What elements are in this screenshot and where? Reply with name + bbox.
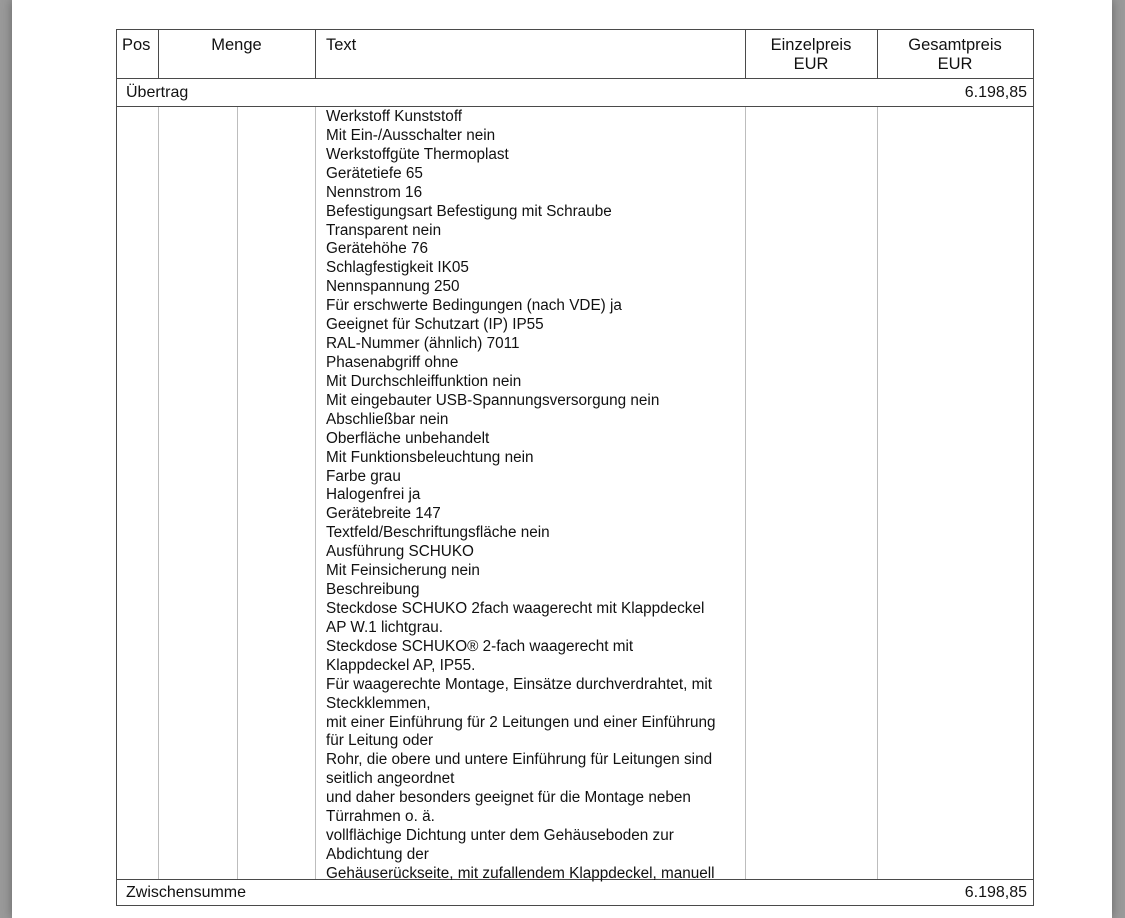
header-gesamtpreis-currency: EUR [937, 55, 973, 73]
zwischensumme-value: 6.198,85 [964, 884, 1027, 901]
description-line: Türrahmen o. ä. [326, 808, 435, 826]
description-line: Mit Durchschleiffunktion nein [326, 372, 522, 390]
document-page [12, 0, 1112, 918]
uebertrag-value: 6.198,85 [964, 84, 1027, 101]
uebertrag-label: Übertrag [126, 84, 189, 101]
description-line: für Leitung oder [326, 732, 434, 750]
description-line: Werkstoff Kunststoff [326, 108, 463, 125]
description-line: Klappdeckel AP, IP55. [326, 656, 476, 674]
description-line: Nennstrom 16 [326, 183, 423, 201]
description-line: Gerätehöhe 76 [326, 240, 429, 258]
description-line: Mit eingebauter USB-Spannungsversorgung nein [326, 391, 660, 409]
header-text: Text [326, 36, 357, 54]
description-line: Für waagerechte Montage, Einsätze durchverdrahtet, mit [326, 675, 713, 693]
description-line: Gerätetiefe 65 [326, 164, 423, 182]
description-line: Befestigungsart Befestigung mit Schraube [326, 202, 612, 220]
description-line: seitlich angeordnet [326, 770, 455, 788]
item-description [326, 108, 756, 884]
description-line: Phasenabgriff ohne [326, 353, 459, 371]
description-line: Gerätebreite 147 [326, 505, 441, 523]
description-line: Steckdose SCHUKO® 2-fach waagerecht mit [326, 637, 634, 655]
description-line: Rohr, die obere und untere Einführung für Leitungen sind [326, 751, 713, 769]
header-einzelpreis-currency: EUR [793, 55, 829, 73]
description-line: Steckdose SCHUKO 2fach waagerecht mit Klappdeckel [326, 599, 705, 617]
description-line: Oberfläche unbehandelt [326, 429, 490, 447]
description-line: Halogenfrei ja [326, 486, 421, 504]
description-line: Ausführung SCHUKO [326, 543, 474, 561]
description-line: Für erschwerte Bedingungen (nach VDE) ja [326, 297, 622, 315]
description-line: Textfeld/Beschriftungsfläche nein [326, 524, 550, 542]
description-line: Transparent nein [326, 221, 442, 239]
header-gesamtpreis: Gesamtpreis [908, 36, 1002, 54]
description-line: Mit Ein-/Ausschalter nein [326, 126, 496, 144]
description-line: Mit Feinsicherung nein [326, 562, 480, 580]
description-line: und daher besonders geeignet für die Montage neben [326, 789, 691, 807]
description-line: mit einer Einführung für 2 Leitungen und einer Einführung [326, 713, 716, 731]
description-line: AP W.1 lichtgrau. [326, 618, 444, 636]
description-line: Nennspannung 250 [326, 278, 460, 296]
description-line: Abdichtung der [326, 845, 429, 863]
description-line: Werkstoffgüte Thermoplast [326, 145, 509, 163]
header-pos: Pos [122, 36, 151, 54]
description-line: Gehäuserückseite, mit zufallendem Klappdeckel, manuell [326, 864, 715, 882]
description-line: Steckklemmen, [326, 694, 431, 712]
description-line: Geeignet für Schutzart (IP) IP55 [326, 316, 544, 334]
description-line: Beschreibung [326, 581, 420, 599]
description-line: Schlagfestigkeit IK05 [326, 259, 469, 277]
header-menge: Menge [211, 36, 262, 54]
description-line: Farbe grau [326, 467, 401, 485]
description-line: vollflächige Dichtung unter dem Gehäuseboden zur [326, 827, 674, 845]
header-einzelpreis: Einzelpreis [770, 36, 852, 54]
zwischensumme-label: Zwischensumme [126, 884, 247, 901]
description-line: RAL-Nummer (ähnlich) 7011 [326, 335, 520, 353]
description-line: Mit Funktionsbeleuchtung nein [326, 448, 534, 466]
description-line: Abschließbar nein [326, 410, 449, 428]
